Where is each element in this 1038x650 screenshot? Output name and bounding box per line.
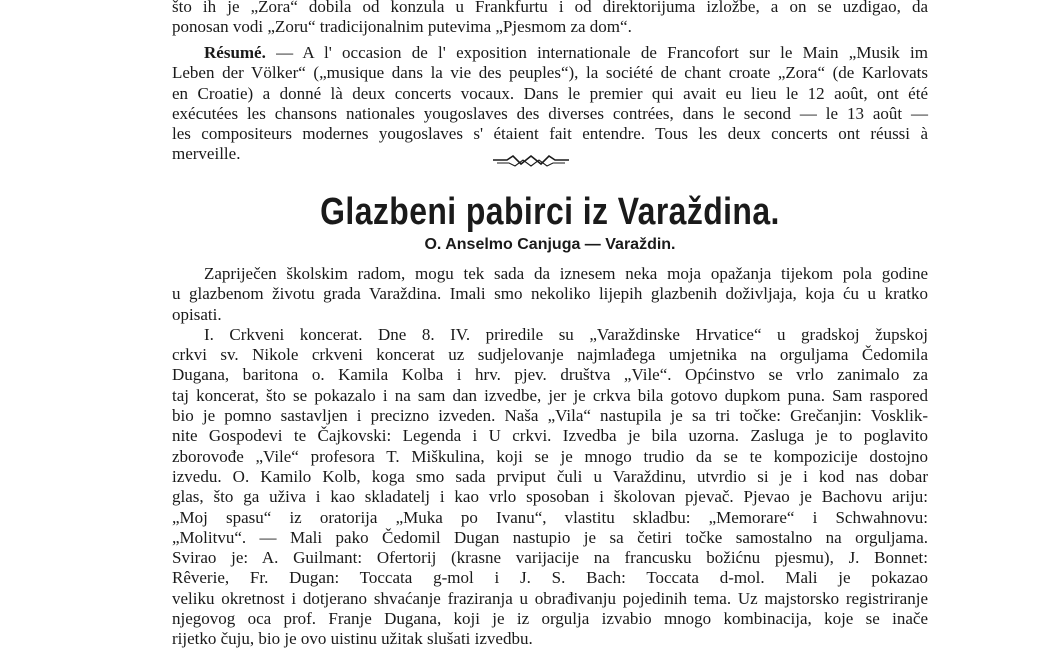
text-line: glas, što ga uživa i kao skladatelj i kao vrlo sposoban i školovan pjevač. Pjevao je Bachovu ariju: <box>172 487 928 507</box>
text-line: Svirao je: A. Guilmant: Ofertorij (krasne varijacije na francusku božićnu pjesmu), J. Bonnet: <box>172 548 928 568</box>
text-line: I. Crkveni koncerat. Dne 8. IV. priredile su „Varaždinske Hrvatice“ u gradskoj župskoj <box>204 324 928 344</box>
text-line <box>172 43 928 63</box>
text-line: rijetko čuju, bio je ovo uistinu užitak slušati izvedbu. <box>172 629 533 649</box>
text-line: veliku okretnost i dotjerano shvaćanje fraziranja u obrađivanju pojedinih tema. Uz majstorsko registriranje <box>172 588 928 608</box>
text-line: crkvi sv. Nikole crkveni koncerat uz sudjelovanje najmlađega umjetnika na orguljama Čedomila <box>172 345 928 365</box>
text-line: merveille. <box>172 144 241 164</box>
article-body <box>172 264 928 650</box>
section-divider-ornament <box>491 154 571 168</box>
text-line: izvedu. O. Kamilo Kolb, koga smo sada prviput čuli u Varaždinu, utvrdio si je i kod nas dobar <box>172 466 928 486</box>
text-line: Rêverie, Fr. Dugan: Toccata g-mol i J. S. Bach: Toccata d-mol. Mali je pokazao <box>172 568 928 588</box>
text-line: Zapriječen školskim radom, mogu tek sada da iznesem neka moja opažanja tijekom pola godine <box>204 264 928 283</box>
article-byline: O. Anselmo Canjuga — Varaždin. <box>424 236 676 253</box>
text-line: Leben der Völker“ („musique dans la vie des peuples“), la société de chant croate „Zora“ (de Karlovats <box>172 63 928 83</box>
text-line: „Moj spasu“ iz oratorija „Muka po Ivanu“, vlastitu skladbu: „Memorare“ i Schwahnovu: <box>172 507 928 527</box>
text-line: u glazbenom životu grada Varaždina. Imali smo nekoliko lijepih glazbenih doživljaja, koja ću u kratko <box>172 284 928 304</box>
text-line: Dugana, baritona o. Kamila Kolba i hrv. pjev. društva „Vile“. Općinstvo se vrlo zanimalo za <box>172 365 928 385</box>
text-line: njegovog oca prof. Franje Dugana, koji je iz orgulja izvabio mnogo kombinacija, koje se inače <box>172 609 928 629</box>
article-title: Glazbeni pabirci iz Varaždina. <box>320 191 780 233</box>
text-line: što ih je „Zora“ dobila od konzula u Frankfurtu i od direktorijuma izložbe, a on se uzdigao, da <box>172 0 928 16</box>
previous-section-ending <box>172 0 928 38</box>
text-line: ponosan vodi „Zoru“ tradicijonalnim putevima „Pjesmom za dom“. <box>172 17 632 37</box>
text-line: „Molitvu“. — Mali pako Čedomil Dugan nastupio je sa četiri točke samostalno na orguljama. <box>172 527 928 547</box>
resume-paragraph <box>172 43 928 165</box>
text-line: zborovođe „Vile“ profesora T. Miškulina, koji se je mnogo trudio da se te kompozicije dostojno <box>172 446 928 466</box>
text-line: bio je pomno sastavljen i precizno izveden. Naša „Vila“ nastupila je sa tri točke: Grečanjin: Vosklik- <box>172 406 928 426</box>
text-fragment: — A l' occasion de l' exposition internationale de Francofort sur le Main „Musik im <box>265 43 928 62</box>
text-line: taj koncerat, što se pokazalo i na sam dan izvedbe, jer je crkva bila gotovo dupkom puna. Sam raspored <box>172 385 928 405</box>
text-line: opisati. <box>172 304 222 324</box>
text-line: en Croatie) a donné là deux concerts vocaux. Dans le premier qui avait eu lieu le 12 août, ont été <box>172 83 928 103</box>
text-line: exécutées les chansons nationales yougoslaves des diverses contrées, dans le second — le 13 août — <box>172 103 928 123</box>
text-line: les compositeurs modernes yougoslaves s' étaient fait entendre. Tous les deux concerts ont réussi à <box>172 124 928 144</box>
resume-heading: Résumé. <box>204 43 266 62</box>
text-line: nite Gospodevi te Čajkovski: Legenda i U crkvi. Izvedba je bila uzorna. Zasluga je to poglavito <box>172 426 928 446</box>
